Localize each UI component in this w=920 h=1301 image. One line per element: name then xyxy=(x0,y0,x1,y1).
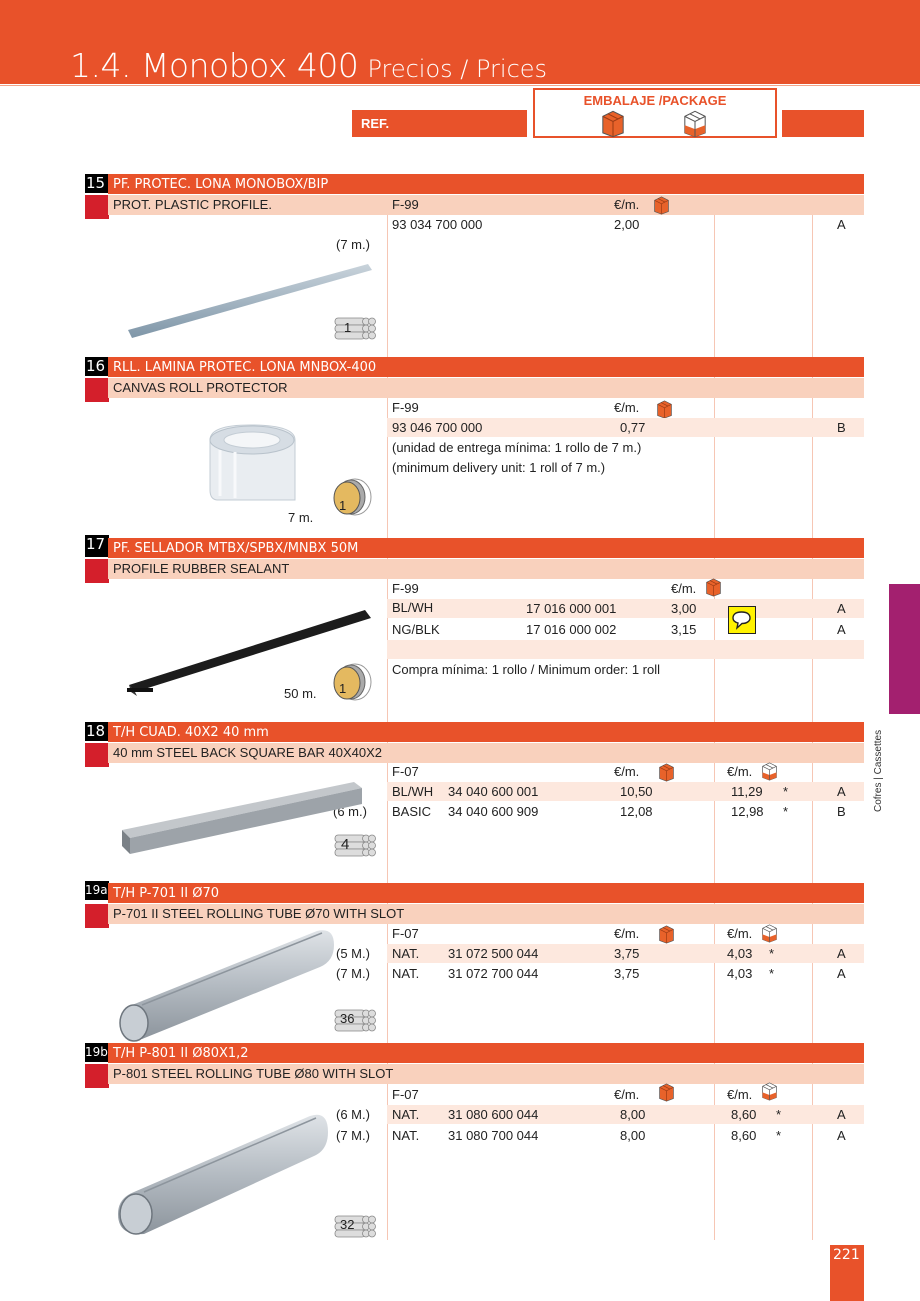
red-marker xyxy=(85,743,109,767)
length-label: (7 M.) xyxy=(336,1128,370,1143)
page-title-main: 1.4. Monobox 400 xyxy=(70,46,359,85)
rolling-tube-80-image xyxy=(112,1110,334,1240)
bundle-quantity: 1 xyxy=(339,681,347,696)
section-number: 17 xyxy=(85,535,109,557)
ref-code: 17 016 000 002 xyxy=(526,622,617,637)
ref-code: 93 034 700 000 xyxy=(392,217,483,232)
price: 0,77 xyxy=(620,420,646,435)
chapter-label: Cofres | Cassettes xyxy=(873,729,884,812)
section-title: T/H P-701 II Ø70 xyxy=(108,883,864,903)
header-rule xyxy=(0,85,920,86)
box-open-icon xyxy=(760,762,779,781)
price-2: 4,03 xyxy=(727,946,753,961)
series-label: F-99 xyxy=(392,581,419,596)
box-open-icon xyxy=(760,924,779,943)
section-subtitle: P-701 II STEEL ROLLING TUBE Ø70 WITH SLOT xyxy=(108,904,864,924)
price-unit-label: €/m. xyxy=(614,400,640,415)
price-2: 8,60 xyxy=(731,1128,757,1143)
price-unit-label: €/m. xyxy=(614,926,640,941)
comment-note-icon[interactable] xyxy=(728,606,756,634)
section-number: 15 xyxy=(85,174,109,193)
series-label: F-07 xyxy=(392,764,419,779)
color-code: BL/WH xyxy=(392,600,434,615)
length-label: 7 m. xyxy=(288,510,314,525)
asterisk: * xyxy=(776,1107,782,1122)
box-closed-icon xyxy=(657,925,676,944)
red-marker xyxy=(85,559,109,583)
price: 10,50 xyxy=(620,784,653,799)
package-label: EMBALAJE /PACKAGE xyxy=(583,93,727,108)
price: 3,15 xyxy=(671,622,697,637)
section-subtitle: 40 mm STEEL BACK SQUARE BAR 40X40X2 xyxy=(108,743,864,763)
ref-code: 93 046 700 000 xyxy=(392,420,483,435)
ref-code: 34 040 600 001 xyxy=(448,784,539,799)
package-column-header xyxy=(533,88,777,138)
box-closed-icon xyxy=(657,1083,676,1102)
asterisk: * xyxy=(783,784,789,799)
bundle-quantity: 36 xyxy=(340,1011,355,1026)
asterisk: * xyxy=(776,1128,782,1143)
red-marker xyxy=(85,378,109,402)
section-subtitle: PROT. PLASTIC PROFILE. xyxy=(108,195,864,215)
red-marker xyxy=(85,195,109,219)
bundle-quantity: 4 xyxy=(341,836,350,853)
price-class: A xyxy=(837,601,846,616)
page-title xyxy=(70,46,547,85)
row-highlight xyxy=(387,640,864,659)
tube-bundle-icon xyxy=(333,833,377,859)
section-number: 18 xyxy=(85,722,109,741)
price: 3,75 xyxy=(614,966,640,981)
box-closed-icon xyxy=(655,400,674,419)
price: 3,00 xyxy=(671,601,697,616)
length-label: (7 M.) xyxy=(336,966,370,981)
tube-bundle-icon xyxy=(333,316,377,342)
price: 8,00 xyxy=(620,1128,646,1143)
price-unit-label: €/m. xyxy=(614,197,640,212)
price-unit-label-2: €/m. xyxy=(727,926,753,941)
minimum-order-note: Compra mínima: 1 rollo / Minimum order: 1 roll xyxy=(392,662,661,677)
canvas-roll-image xyxy=(200,420,320,515)
color-code: BL/WH xyxy=(392,784,434,799)
asterisk: * xyxy=(769,946,775,961)
section-title: PF. PROTEC. LONA MONOBOX/BIP xyxy=(108,174,864,194)
box-open-icon xyxy=(760,1082,779,1101)
section-title: T/H P-801 II Ø80X1,2 xyxy=(108,1043,864,1063)
length-label: (7 m.) xyxy=(336,237,370,252)
ref-code: 31 072 500 044 xyxy=(448,946,539,961)
section-number: 19a xyxy=(85,881,109,900)
section-number: 19b xyxy=(85,1043,109,1062)
price-unit-label: €/m. xyxy=(614,764,640,779)
length-label: 50 m. xyxy=(284,686,317,701)
box-closed-icon xyxy=(657,763,676,782)
price-2: 12,98 xyxy=(731,804,764,819)
price: 2,00 xyxy=(614,217,640,232)
delivery-note-es: (unidad de entrega mínima: 1 rollo de 7 m.) xyxy=(392,440,642,455)
section-title: T/H CUAD. 40X2 40 mm xyxy=(108,722,864,742)
price-2: 8,60 xyxy=(731,1107,757,1122)
section-subtitle: PROFILE RUBBER SEALANT xyxy=(108,559,864,579)
length-label: (5 M.) xyxy=(336,946,370,961)
price-class: A xyxy=(837,217,846,232)
price-2: 4,03 xyxy=(727,966,753,981)
roll-icon xyxy=(331,477,375,517)
ref-code: 17 016 000 001 xyxy=(526,601,617,616)
series-label: F-99 xyxy=(392,400,419,415)
price: 3,75 xyxy=(614,946,640,961)
page-number: 221 xyxy=(830,1245,864,1301)
price-class: A xyxy=(837,622,846,637)
section-subtitle: CANVAS ROLL PROTECTOR xyxy=(108,378,864,398)
price-unit-label: €/m. xyxy=(614,1087,640,1102)
series-label: F-07 xyxy=(392,926,419,941)
price-class: B xyxy=(837,804,846,819)
row-highlight xyxy=(387,599,864,618)
page-title-sub: Precios / Prices xyxy=(367,55,548,83)
series-label: F-99 xyxy=(392,197,419,212)
length-label: (6 m.) xyxy=(333,804,367,819)
price-class: B xyxy=(837,420,846,435)
class-column-header xyxy=(782,110,864,137)
color-code: BASIC xyxy=(392,804,432,819)
asterisk: * xyxy=(769,966,775,981)
color-code: NAT. xyxy=(392,946,420,961)
price-class: A xyxy=(837,946,846,961)
red-marker xyxy=(85,904,109,928)
box-closed-icon xyxy=(599,110,627,138)
box-closed-icon xyxy=(652,196,671,215)
series-label: F-07 xyxy=(392,1087,419,1102)
bundle-quantity: 1 xyxy=(344,320,352,335)
price-unit-label-2: €/m. xyxy=(727,1087,753,1102)
section-number: 16 xyxy=(85,357,109,376)
price-class: A xyxy=(837,784,846,799)
section-title: RLL. LAMINA PROTEC. LONA MNBOX-400 xyxy=(108,357,864,377)
color-code: NAT. xyxy=(392,966,420,981)
price: 8,00 xyxy=(620,1107,646,1122)
price-class: A xyxy=(837,1107,846,1122)
red-marker xyxy=(85,1064,109,1088)
roll-icon xyxy=(331,662,375,702)
price: 12,08 xyxy=(620,804,653,819)
color-code: NAT. xyxy=(392,1107,420,1122)
length-label: (6 M.) xyxy=(336,1107,370,1122)
ref-code: 34 040 600 909 xyxy=(448,804,539,819)
color-code: NAT. xyxy=(392,1128,420,1143)
ref-column-header: REF. xyxy=(352,110,527,137)
chapter-tab[interactable] xyxy=(889,584,920,714)
section-title: PF. SELLADOR MTBX/SPBX/MNBX 50M xyxy=(108,538,864,558)
ref-code: 31 080 600 044 xyxy=(448,1107,539,1122)
ref-code: 31 080 700 044 xyxy=(448,1128,539,1143)
box-open-icon xyxy=(681,110,709,138)
bundle-quantity: 1 xyxy=(339,498,347,513)
box-closed-icon xyxy=(704,578,723,597)
color-code: NG/BLK xyxy=(392,622,440,637)
section-subtitle: P-801 STEEL ROLLING TUBE Ø80 WITH SLOT xyxy=(108,1064,864,1084)
price-class: A xyxy=(837,966,846,981)
delivery-note-en: (minimum delivery unit: 1 roll of 7 m.) xyxy=(392,460,606,475)
asterisk: * xyxy=(783,804,789,819)
rolling-tube-70-image xyxy=(112,925,337,1045)
price-2: 11,29 xyxy=(731,784,763,799)
ref-code: 31 072 700 044 xyxy=(448,966,539,981)
bundle-quantity: 32 xyxy=(340,1217,355,1232)
price-unit-label: €/m. xyxy=(671,581,697,596)
price-unit-label-2: €/m. xyxy=(727,764,753,779)
price-class: A xyxy=(837,1128,846,1143)
